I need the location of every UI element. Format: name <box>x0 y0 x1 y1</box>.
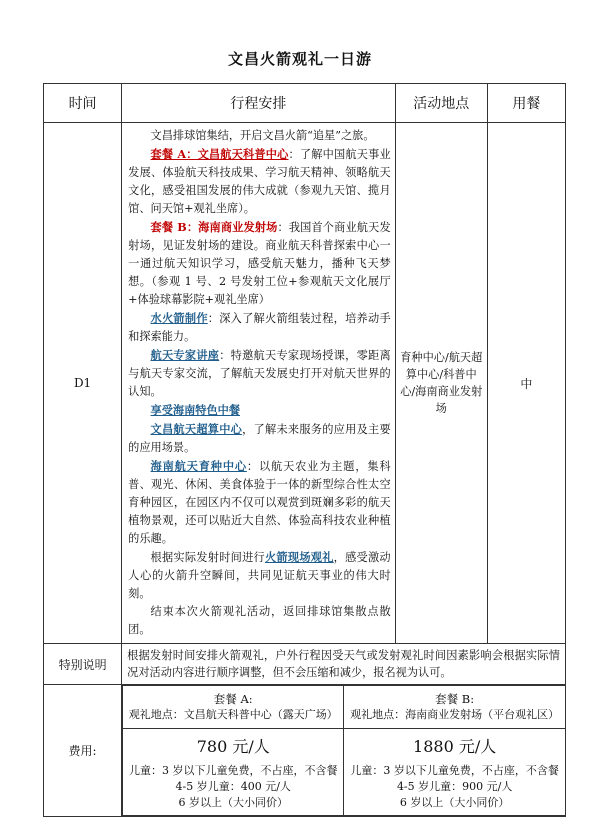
fees-label: 费用: <box>44 685 122 817</box>
header-meal: 用餐 <box>487 84 565 123</box>
water-rocket-text: ：深入了解火箭组装过程，培养动手和探索能力。 <box>128 312 391 343</box>
plan-package-b <box>128 218 391 309</box>
header-time: 时间 <box>44 84 122 123</box>
package-b-price: 1880 元/人 <box>413 736 497 756</box>
lecture-label: 航天专家讲座 <box>150 348 220 362</box>
package-b-venue-cell <box>344 686 565 729</box>
plan-supercomputing <box>128 420 391 457</box>
notes-text: 根据发射时间安排火箭观礼，户外行程因受天气或发射观礼时间因素影响会根据实际情况对活动内容进行顺序调整，但不会压缩和减少，报名视为认可。 <box>122 644 566 685</box>
day-row <box>44 123 566 644</box>
plan-lecture <box>128 346 391 401</box>
header-row <box>44 84 566 123</box>
package-a-child-2: 4-5 岁儿童：400 元/人 <box>175 779 291 793</box>
launch-pre: 根据实际发射时间进行 <box>150 551 265 564</box>
page-title: 文昌火箭观礼一日游 <box>227 50 372 68</box>
plan-lunch <box>128 401 391 420</box>
fees-grid <box>122 685 565 816</box>
package-a-child-1: 儿童：3 岁以下儿童免费，不占座，不含餐 <box>128 763 338 777</box>
day-meal: 中 <box>487 123 565 644</box>
package-b-child-3: 6 岁以上（大小同价） <box>399 795 510 809</box>
package-a-venue-cell <box>123 686 344 729</box>
package-b-child-2: 4-5 岁儿童：900 元/人 <box>396 779 513 793</box>
day-plan <box>122 123 396 644</box>
package-a-price-cell <box>123 729 344 816</box>
supercomputing-label: 文昌航天超算中心 <box>150 422 243 436</box>
breeding-text: ：以航天农业为主题，集科普、观光、休闲、美食体验于一体的新型综合性太空育种园区，在园区内不仅可以观赏到斑斓多彩的航天植物景观，还可以贴近大自然、体验高科技农业种植的乐趣。 <box>128 460 391 545</box>
plan-intro: 文昌排球馆集结，开启文昌火箭“追星”之旅。 <box>150 129 375 142</box>
plan-launch <box>128 548 391 603</box>
fees-cell <box>122 685 566 817</box>
notes-label: 特别说明 <box>44 644 122 685</box>
plan-end: 结束本次火箭观礼活动，返回排球馆集散点散团。 <box>128 605 391 636</box>
package-a-child-3: 6 岁以上（大小同价） <box>178 795 288 809</box>
package-a-venue: 观礼地点：文昌航天科普中心（露天广场） <box>128 708 338 721</box>
day-label: D1 <box>44 123 122 644</box>
lunch-label: 享受海南特色中餐 <box>150 403 241 417</box>
water-rocket-label: 水火箭制作 <box>150 311 208 325</box>
package-a-label: 套餐 A：文昌航天科普中心 <box>150 147 289 161</box>
package-b-label: 套餐 B：海南商业发射场 <box>150 220 278 234</box>
package-b-venue: 观礼地点：海南商业发射场（平台观礼区） <box>350 708 560 721</box>
launch-text: ，感受激动人心的火箭升空瞬间，共同见证航天事业的伟大时刻。 <box>128 551 391 600</box>
package-b-child-1: 儿童：3 岁以下儿童免费，不占座，不含餐 <box>350 763 559 777</box>
package-b-name: 套餐 B: <box>435 692 475 706</box>
fees-row <box>44 685 566 817</box>
day-location: 育种中心/航天超算中心/科普中心/海南商业发射场 <box>395 123 487 644</box>
package-b-price-cell <box>344 729 565 816</box>
package-a-price: 780 元/人 <box>196 736 270 756</box>
package-a-name: 套餐 A: <box>213 692 253 706</box>
notes-row <box>44 644 566 685</box>
plan-water-rocket <box>128 309 391 346</box>
breeding-label: 海南航天育种中心 <box>150 459 247 473</box>
header-location: 活动地点 <box>395 84 487 123</box>
header-plan: 行程安排 <box>122 84 396 123</box>
package-b-text: ：我国首个商业航天发射场，见证发射场的建设。商业航天科普探索中心一一通过航天知识学习，感受航天魅力，播种飞天梦想。（参观 1 号、2 号发射工位+参观航天文化展厅+体验球幕影院+观礼坐席） <box>128 221 391 306</box>
plan-breeding <box>128 457 391 548</box>
launch-label: 火箭现场观礼 <box>264 550 334 564</box>
itinerary-table <box>43 83 566 817</box>
package-a-text: ：了解中国航天事业发展、体验航天科技成果、学习航天精神、领略航天文化，感受祖国发展的伟大成就（参观九天馆、揽月馆、问天馆+观礼坐席）。 <box>128 148 391 215</box>
lecture-text: ：特邀航天专家现场授课，零距离与航天专家交流，了解航天发展史打开对航天世界的认知。 <box>128 349 391 398</box>
supercomputing-text: ，了解未来服务的应用及主要的应用场景。 <box>128 423 391 454</box>
plan-package-a <box>128 145 391 218</box>
